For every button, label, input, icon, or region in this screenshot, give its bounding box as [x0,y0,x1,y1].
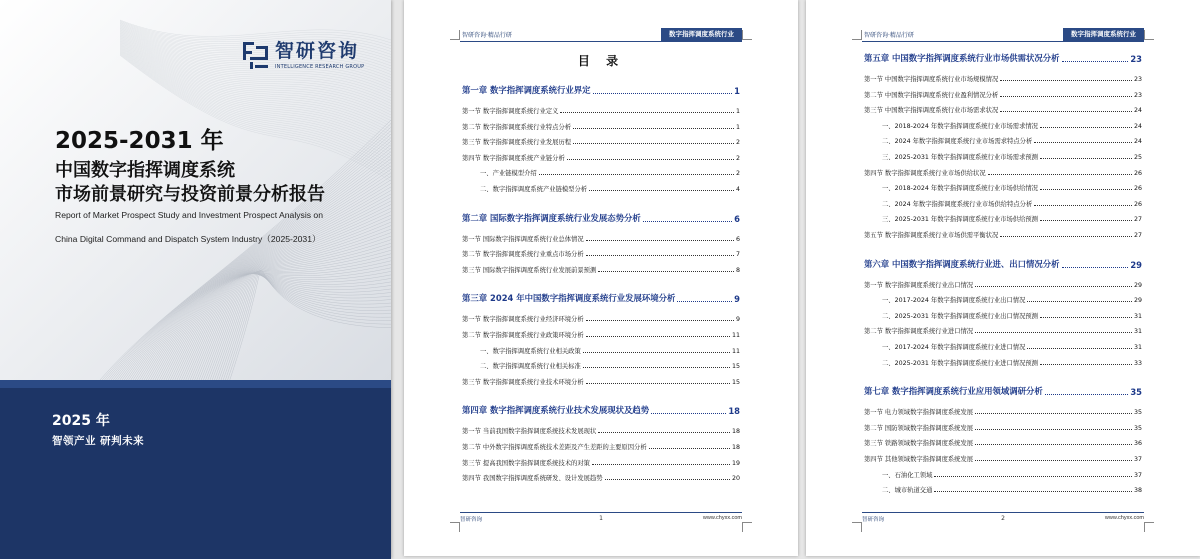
toc-entry-page: 37 [1133,456,1142,463]
cover-band-strip [0,380,391,388]
toc-subsection-entry[interactable] [480,346,740,355]
crop-mark [1144,30,1154,40]
toc-dot-leader [583,352,730,353]
toc-subsection-entry[interactable] [882,470,1142,479]
toc-page-2 [806,0,1200,556]
toc-entry-page: 9 [734,294,740,305]
toc-dot-leader [589,190,734,191]
toc-entry-label: 一、2018-2024 年数字指挥调度系统行业市场需求情况 [882,122,1038,130]
toc-page-1 [404,0,798,556]
toc-section-entry[interactable] [462,234,740,243]
toc-entry-page: 20 [731,475,740,483]
toc-chapter-entry[interactable] [864,258,1142,270]
toc-entry-page: 26 [1133,200,1142,208]
cover-title-line-2: 市场前景研究与投资前景分析报告 [55,184,325,205]
toc-entry-page: 15 [731,363,740,371]
toc-entry-label: 第二节 数字指挥调度系统行业重点市场分析 [462,251,584,259]
toc-entry-label: 第二节 数字指挥调度系统行业政策环境分析 [462,332,584,339]
toc-dot-leader [1034,205,1132,206]
cover-publish-year: 2025 年 [52,413,110,429]
toc-dot-leader [1000,80,1132,81]
toc-entry-label: 第四节 数字指挥调度系统产业链分析 [462,154,565,162]
toc-entry-page: 36 [1133,440,1142,448]
toc-subsection-entry[interactable] [882,214,1142,223]
toc-entry-label: 第三节 提高我国数字指挥调度系统技术的对策 [462,459,590,467]
cover-title-line-1: 中国数字指挥调度系统 [55,160,235,181]
toc-dot-leader [1000,111,1132,112]
toc-entry-label: 第五章 中国数字指挥调度系统行业市场供需状况分析 [864,53,1060,63]
toc-entry-label: 一、2017-2024 年数字指挥调度系统行业出口情况 [882,297,1026,305]
toc-entry-page: 19 [731,459,740,467]
toc-entry-label: 一、2017-2024 年数字指挥调度系统行业进口情况 [882,344,1026,351]
toc-entry-label: 二、2025-2031 年数字指挥调度系统行业出口情况预测 [882,312,1038,320]
toc-dot-leader [975,460,1132,461]
header-brand: 智研咨询·精品行研 [864,32,914,39]
toc-section-entry[interactable] [462,153,740,162]
toc-entry-label: 一、数字指挥调度系统行业相关政策 [480,347,581,355]
toc-entry-page: 1 [735,123,740,131]
cover-bottom-band [0,380,391,559]
toc-entry-label: 第四节 我国数字指挥调度系统研发、设计发展趋势 [462,475,603,483]
toc-entry-label: 二、2025-2031 年数字指挥调度系统行业进口情况预测 [882,359,1038,367]
toc-section-entry[interactable] [462,377,740,386]
toc-dot-leader [1027,348,1132,349]
toc-dot-leader [1040,189,1132,190]
toc-dot-leader [598,271,734,272]
cover-year-range: 2025-2031 年 [55,128,224,154]
toc-entry-label: 一、石油化工领域 [882,471,933,479]
toc-section-entry[interactable] [462,473,740,482]
toc-entry-page: 31 [1133,312,1142,320]
toc-dot-leader [1040,364,1132,365]
toc-entry-page: 8 [735,266,740,274]
toc-chapter-entry[interactable] [462,292,740,304]
toc-entry-page: 11 [731,332,740,339]
logo-mark-icon [242,40,269,70]
toc-entry-label: 第四节 数字指挥调度系统行业市场供给状况 [864,169,986,177]
toc-entry-label: 二、数字指挥调度系统行业相关标准 [480,363,581,371]
toc-dot-leader [651,413,726,414]
toc-entry-page: 38 [1133,487,1142,495]
toc-dot-leader [586,240,734,241]
toc-entry-page: 1 [735,108,740,115]
toc-entry-label: 第三节 国际数字指挥调度系统行业发展前景预测 [462,266,597,274]
crop-mark [852,30,862,40]
toc-section-entry[interactable] [462,106,740,115]
toc-subsection-entry[interactable] [882,295,1142,304]
toc-entry-label: 第二节 中外数字指挥调度系统技术差距及产生差距的主要原因分析 [462,444,647,451]
toc-entry-page: 29 [1130,259,1142,270]
toc-entry-page: 24 [1133,107,1142,115]
toc-entry-page: 26 [1133,185,1142,193]
toc-section-entry[interactable] [864,74,1142,83]
toc-dot-leader [975,444,1132,445]
toc-entry-page: 1 [734,86,740,96]
cover-english-title-2: China Digital Command and Dispatch System Industry（2025-2031） [55,234,321,244]
toc-entry-page: 35 [1133,409,1142,417]
toc-entry-label: 第二节 中国数字指挥调度系统行业盈利情况分析 [864,91,999,99]
toc-entry-label: 第一节 数字指挥调度系统行业出口情况 [864,281,974,289]
footer-brand: 智研咨询 [460,517,483,523]
toc-section-entry[interactable] [462,458,740,467]
toc-dot-leader [975,286,1132,287]
toc-subsection-entry[interactable] [882,358,1142,367]
cover-slogan: 智领产业 研判未来 [52,435,145,447]
logo-tagline: INTELLIGENCE RESEARCH GROUP [275,63,365,70]
toc-subsection-entry[interactable] [480,184,740,193]
toc-dot-leader [567,159,734,160]
toc-dot-leader [988,174,1132,175]
toc-entry-label: 三、2025-2031 年数字指挥调度系统行业市场供给预测 [882,216,1038,224]
toc-entry-page: 18 [731,444,740,451]
toc-chapter-entry[interactable] [462,212,740,224]
toc-subsection-entry[interactable] [882,342,1142,351]
toc-entry-page: 4 [735,186,740,193]
toc-entry-label: 第一节 国际数字指挥调度系统行业总体情况 [462,235,584,243]
page-header [460,28,742,42]
toc-entry-page: 2 [735,139,740,147]
toc-entry-page: 35 [1130,387,1142,398]
toc-entry-label: 一、2018-2024 年数字指挥调度系统行业市场供给情况 [882,185,1038,193]
toc-entry-page: 6 [735,235,740,243]
crop-mark [742,522,752,532]
toc-subsection-entry[interactable] [882,199,1142,208]
toc-section-entry[interactable] [462,314,740,323]
footer-brand: 智研咨询 [862,517,885,523]
toc-chapter-entry[interactable] [864,385,1142,397]
toc-dot-leader [592,464,730,465]
toc-subsection-entry[interactable] [480,361,740,370]
toc-entry-page: 2 [735,154,740,162]
toc-section-entry[interactable] [462,137,740,146]
toc-entry-page: 23 [1130,54,1142,64]
toc-section-entry[interactable] [462,426,740,435]
toc-dot-leader [586,255,734,256]
toc-entry-page: 27 [1133,232,1142,239]
toc-subsection-entry[interactable] [882,311,1142,320]
toc-dot-leader [975,332,1132,333]
toc-dot-leader [583,367,730,368]
toc-entry-page: 24 [1133,122,1142,130]
toc-dot-leader [1000,96,1132,97]
toc-entry-label: 二、城市轨道交通 [882,487,933,495]
page-number: 1 [599,515,603,522]
toc-subsection-entry[interactable] [882,136,1142,145]
toc-entry-page: 9 [735,316,740,324]
toc-entry-label: 第三节 中国数字指挥调度系统行业市场需求状况 [864,107,999,115]
crop-mark [742,30,752,40]
toc-dot-leader [586,336,730,337]
toc-entry-page: 31 [1133,344,1142,351]
toc-section-entry[interactable] [864,168,1142,177]
toc-section-entry[interactable] [462,249,740,258]
toc-entry-page: 18 [728,406,740,417]
toc-dot-leader [677,301,732,302]
toc-entry-label: 第一节 电力领域数字指挥调度系统发展 [864,409,974,417]
toc-dot-leader [1040,317,1132,318]
toc-subsection-entry[interactable] [882,152,1142,161]
toc-section-entry[interactable] [462,442,740,451]
toc-dot-leader [1062,61,1129,62]
toc-section-entry[interactable] [864,423,1142,432]
toc-entry-page: 15 [731,378,740,386]
toc-entry-page: 2 [735,170,740,178]
toc-entry-label: 第三节 数字指挥调度系统行业发展历程 [462,139,572,147]
toc-entry-label: 一、产业链模型介绍 [480,170,537,178]
toc-dot-leader [593,93,733,94]
toc-dot-leader [1040,127,1132,128]
toc-entry-label: 第二节 数字指挥调度系统行业进口情况 [864,328,974,336]
toc-entry-label: 二、2024 年数字指挥调度系统行业市场需求特点分析 [882,138,1033,146]
toc-section-entry[interactable] [864,105,1142,114]
brand-logo [242,40,364,70]
toc-entry-page: 6 [734,213,740,224]
footer-website: www.chyxx.com [1104,515,1144,521]
toc-entry-page: 24 [1133,138,1142,146]
toc-dot-leader [649,448,730,449]
toc-entry-label: 第二节 数字指挥调度系统行业特点分析 [462,123,572,131]
toc-entry-label: 第二章 国际数字指挥调度系统行业发展态势分析 [462,212,641,223]
toc-section-entry[interactable] [864,438,1142,447]
toc-entry-page: 26 [1133,169,1142,177]
toc-dot-leader [934,491,1132,492]
toc-entry-page: 35 [1133,424,1142,432]
crop-mark [1144,522,1154,532]
page-footer [862,512,1144,522]
header-brand: 智研咨询·精品行研 [462,32,512,39]
toc-dot-leader [586,320,734,321]
toc-dot-leader [1000,236,1132,237]
toc-dot-leader [1045,394,1129,395]
toc-entry-label: 第五节 数字指挥调度系统行业市场供需平衡状况 [864,232,999,239]
toc-entry-label: 第一节 中国数字指挥调度系统行业市场规模情况 [864,76,999,83]
toc-section-entry[interactable] [462,330,740,339]
toc-subsection-entry[interactable] [882,183,1142,192]
toc-entry-label: 第四节 其他领域数字指挥调度系统发展 [864,456,974,463]
report-cover [0,0,391,559]
toc-subsection-entry[interactable] [882,485,1142,494]
toc-entry-label: 第一节 数字指挥调度系统行业经济环境分析 [462,316,584,324]
toc-entry-label: 第二节 国防领域数字指挥调度系统发展 [864,424,974,432]
toc-dot-leader [1040,158,1132,159]
toc-entry-page: 29 [1133,297,1142,305]
toc-entry-page: 7 [735,251,740,259]
toc-entry-page: 18 [731,428,740,436]
toc-entry-page: 23 [1133,76,1142,83]
toc-entry-label: 第三节 数字指挥调度系统行业技术环境分析 [462,378,584,386]
toc-section-entry[interactable] [864,407,1142,416]
toc-dot-leader [560,112,734,113]
toc-entry-label: 第四章 数字指挥调度系统行业技术发展现状及趋势 [462,405,650,416]
toc-section-entry[interactable] [462,265,740,274]
crop-mark [852,522,862,532]
toc-chapter-entry[interactable] [864,52,1142,64]
toc-entry-page: 29 [1133,281,1142,289]
toc-dot-leader [605,479,730,480]
toc-entry-page: 33 [1133,359,1142,367]
toc-entry-label: 第三章 2024 年中国数字指挥调度系统行业发展环境分析 [462,293,676,304]
toc-entry-label: 第一节 当前我国数字指挥调度系统技术发展现状 [462,428,597,436]
toc-dot-leader [934,476,1132,477]
toc-dot-leader [1040,220,1132,221]
toc-subsection-entry[interactable] [480,168,740,177]
crop-mark [450,522,460,532]
toc-chapter-entry[interactable] [462,404,740,416]
toc-entry-label: 三、2025-2031 年数字指挥调度系统行业市场需求预测 [882,154,1038,161]
toc-dot-leader [1034,142,1132,143]
toc-dot-leader [573,128,734,129]
page-number: 2 [1001,515,1005,522]
toc-subsection-entry[interactable] [882,121,1142,130]
toc-dot-leader [975,429,1132,430]
toc-section-entry[interactable] [864,326,1142,335]
toc-dot-leader [643,221,732,222]
toc-entry-page: 37 [1133,471,1142,479]
logo-name: 智研咨询 [275,39,360,62]
toc-entry-label: 第六章 中国数字指挥调度系统行业进、出口情况分析 [864,258,1060,269]
toc-dot-leader [1027,301,1132,302]
toc-dot-leader [598,432,730,433]
toc-entry-page: 25 [1133,154,1142,161]
toc-section-entry[interactable] [864,280,1142,289]
toc-title: 目 录 [577,54,625,68]
toc-entry-page: 27 [1133,216,1142,224]
header-section-tab: 数字指挥调度系统行业 [661,28,742,41]
toc-chapter-entry[interactable] [462,84,740,96]
toc-section-entry[interactable] [864,454,1142,463]
toc-dot-leader [539,174,734,175]
toc-entry-label: 第一节 数字指挥调度系统行业定义 [462,108,559,115]
toc-dot-leader [975,413,1132,414]
toc-entry-label: 第七章 数字指挥调度系统行业应用领域调研分析 [864,386,1043,397]
toc-entry-page: 11 [731,347,740,355]
toc-dot-leader [1062,267,1129,268]
footer-website: www.chyxx.com [702,515,742,521]
toc-section-entry[interactable] [864,230,1142,239]
crop-mark [450,30,460,40]
toc-entry-label: 第一章 数字指挥调度系统行业界定 [462,85,591,95]
toc-entry-label: 第三节 铁路领域数字指挥调度系统发展 [864,440,974,448]
toc-entry-page: 23 [1133,91,1142,99]
page-footer [460,512,742,522]
cover-english-title-1: Report of Market Prospect Study and Investment Prospect Analysis on [55,210,323,220]
header-section-tab: 数字指挥调度系统行业 [1063,28,1144,41]
toc-dot-leader [586,383,730,384]
toc-entry-label: 二、2024 年数字指挥调度系统行业市场供给特点分析 [882,200,1033,208]
toc-entry-page: 31 [1133,328,1142,336]
toc-dot-leader [573,143,734,144]
toc-entry-label: 二、数字指挥调度系统产业链模型分析 [480,186,588,193]
toc-section-entry[interactable] [462,122,740,131]
toc-section-entry[interactable] [864,90,1142,99]
page-header [862,28,1144,42]
